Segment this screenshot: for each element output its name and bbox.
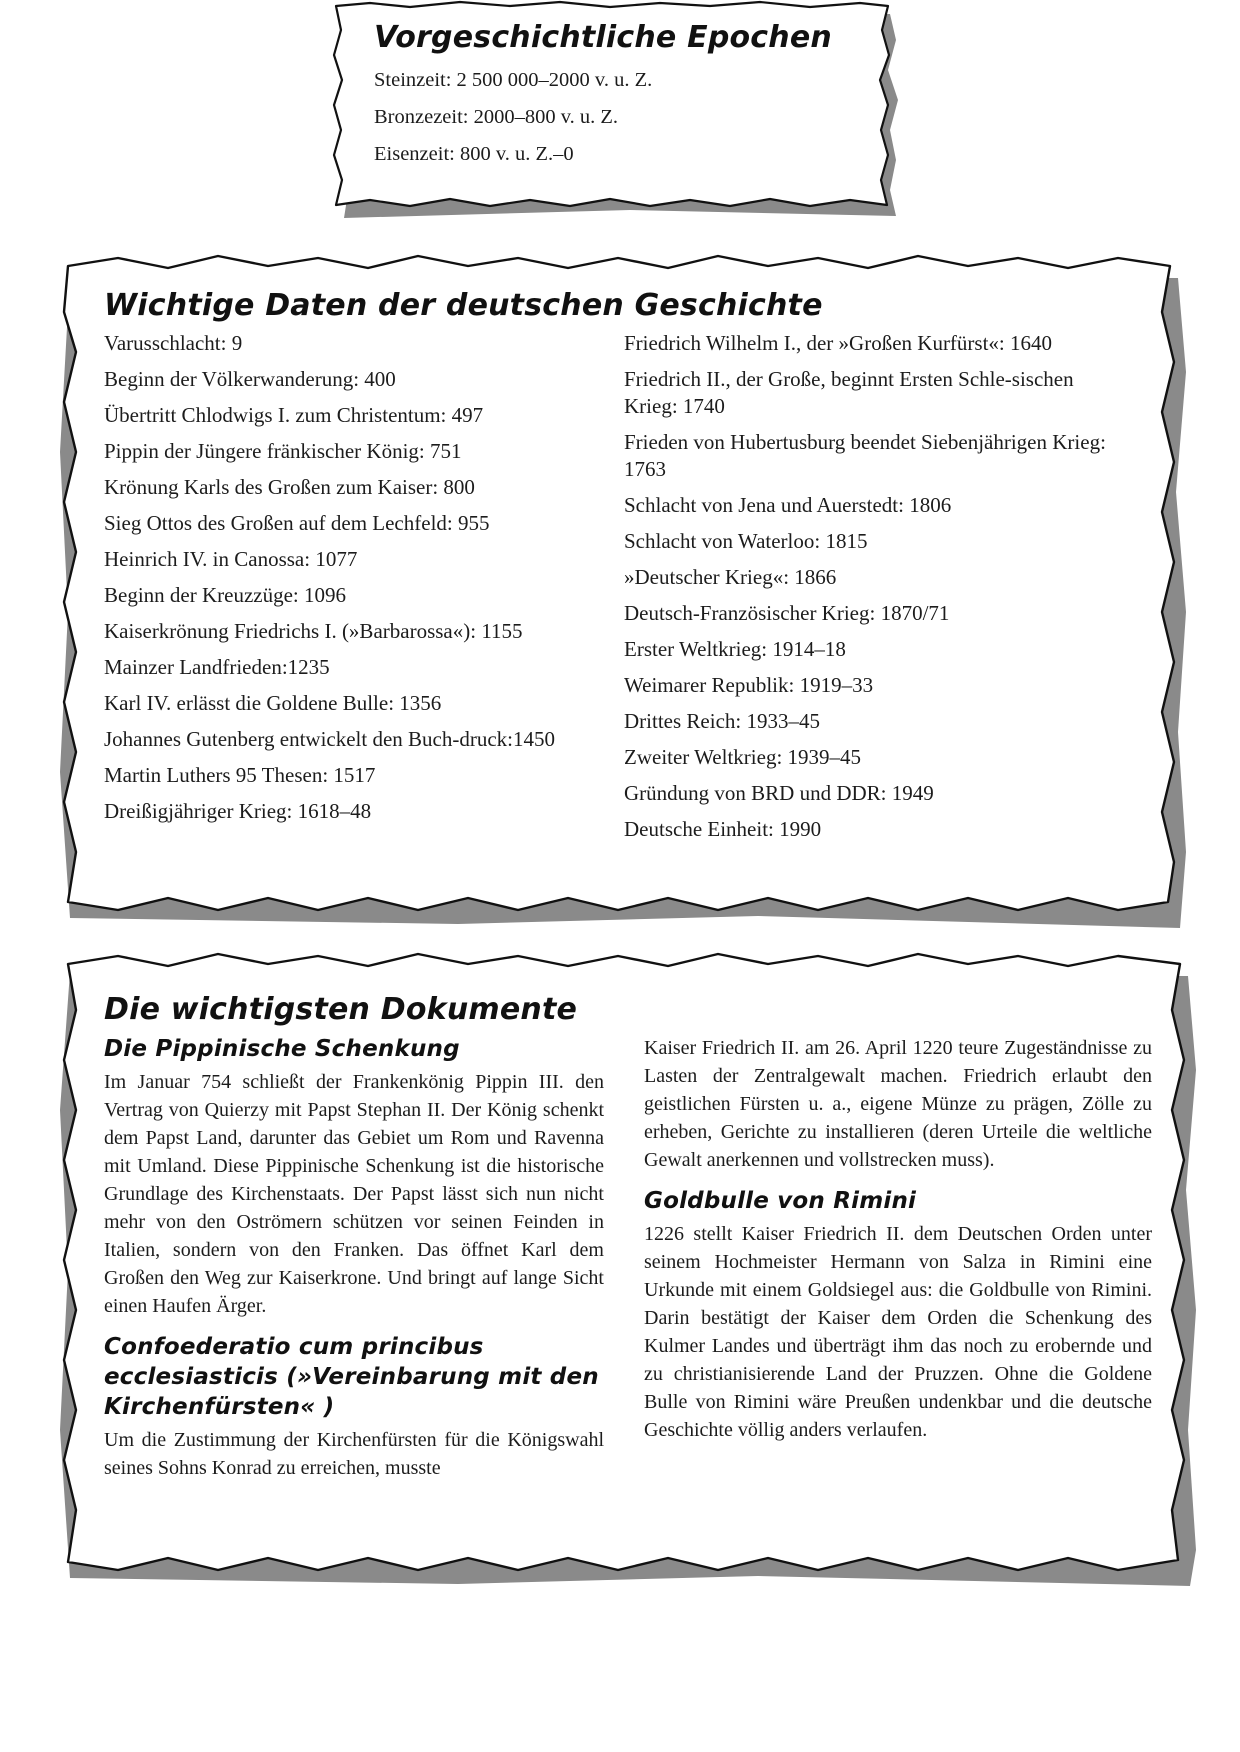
- pippin-text: Im Januar 754 schließt der Frankenkönig Pippin III. den Vertrag von Quierzy mit Papst Stephan II. Der König schenkt dem Papst Land, darunter das Gebiet um Rom und Ravenna mit Umland. Diese Pippinische Schenkung ist die historische Grundlage des Kirchenstaats. Der Papst lässt sich nun nicht mehr von den Oströmern schützen vor seinen Feinden in Italien, sondern von den Franken. Das öffnet Karl dem Großen den Weg zur Kaiserkrone. Und bringt auf lange Sicht einen Haufen Ärger.: [104, 1071, 604, 1317]
- date-item: Friedrich II., der Große, beginnt Ersten Schle-sischen Krieg: 1740: [624, 367, 1074, 418]
- date-item: Varusschlacht: 9: [104, 331, 243, 355]
- epochs-box: [330, 0, 900, 222]
- date-item: Zweiter Weltkrieg: 1939–45: [624, 745, 862, 769]
- date-item: Martin Luthers 95 Thesen: 1517: [104, 763, 376, 787]
- date-item: Weimarer Republik: 1919–33: [624, 673, 874, 697]
- date-item: Deutsch-Französischer Krieg: 1870/71: [624, 601, 950, 625]
- date-item: Johannes Gutenberg entwickelt den Buch-druck:1450: [104, 727, 555, 751]
- documents-box: [58, 950, 1198, 1590]
- date-item: Erster Weltkrieg: 1914–18: [624, 637, 846, 661]
- epochs-title: Vorgeschichtliche Epochen: [374, 20, 832, 55]
- epoch-line-iron-age: Eisenzeit: 800 v. u. Z.–0: [374, 143, 574, 165]
- documents-left-column: [104, 1034, 604, 1482]
- confoederatio-heading: Confoederatio cum princibus ecclesiasticis (»Vereinbarung mit den Kirchenfürsten« ): [104, 1334, 599, 1420]
- confoederatio-text-continued: Kaiser Friedrich II. am 26. April 1220 teure Zugeständnisse zu Lasten der Zentralgewalt machen. Friedrich erlaubt den geistlichen Fürsten u. a., eigene Münze zu prägen, Zölle zu erheben, Gerichte zu installieren (deren Urteile die weltliche Gewalt anerkennen und vollstrecken muss).: [644, 1037, 1152, 1171]
- date-item: Kaiserkrönung Friedrichs I. (»Barbarossa«): 1155: [104, 619, 523, 643]
- date-item: Karl IV. erlässt die Goldene Bulle: 1356: [104, 691, 442, 715]
- date-item: Pippin der Jüngere fränkischer König: 751: [104, 439, 462, 463]
- date-item: Schlacht von Waterloo: 1815: [624, 529, 868, 553]
- documents-title: Die wichtigsten Dokumente: [104, 992, 578, 1027]
- dates-box: [58, 252, 1188, 932]
- epoch-line-stone-age: Steinzeit: 2 500 000–2000 v. u. Z.: [374, 69, 653, 91]
- date-item: Friedrich Wilhelm I., der »Großen Kurfürst«: 1640: [624, 331, 1053, 355]
- rimini-text: 1226 stellt Kaiser Friedrich II. dem Deutschen Orden unter seinem Hochmeister Hermann von Salza in Rimini eine Urkunde mit einem Goldsiegel aus: die Goldbulle von Rimini. Darin bestätigt der Kaiser dem Orden die Schenkung des Kulmer Landes und überträgt ihm das noch zu erobernde und zu christianisierende Land der Pruzzen. Ohne die Goldene Bulle von Rimini wäre Preußen undenkbar und die deutsche Geschichte völlig anders verlaufen.: [644, 1223, 1152, 1441]
- date-item: Beginn der Völkerwanderung: 400: [104, 367, 396, 391]
- rimini-heading: Goldbulle von Rimini: [644, 1188, 917, 1214]
- dates-title: Wichtige Daten der deutschen Geschichte: [104, 288, 823, 323]
- date-item: Sieg Ottos des Großen auf dem Lechfeld: 955: [104, 511, 490, 535]
- date-item: »Deutscher Krieg«: 1866: [624, 565, 837, 589]
- dates-right-column: [624, 330, 1124, 852]
- date-item: Schlacht von Jena und Auerstedt: 1806: [624, 493, 952, 517]
- epoch-line-bronze-age: Bronzezeit: 2000–800 v. u. Z.: [374, 106, 619, 128]
- date-item: Drittes Reich: 1933–45: [624, 709, 820, 733]
- pippin-heading: Die Pippinische Schenkung: [104, 1036, 460, 1062]
- date-item: Mainzer Landfrieden:1235: [104, 655, 330, 679]
- confoederatio-text-start: Um die Zustimmung der Kirchenfürsten für die Königswahl seines Sohns Konrad zu erreichen, musste: [104, 1429, 604, 1479]
- date-item: Dreißigjähriger Krieg: 1618–48: [104, 799, 372, 823]
- date-item: Übertritt Chlodwigs I. zum Christentum: 497: [104, 403, 484, 427]
- date-item: Krönung Karls des Großen zum Kaiser: 800: [104, 475, 475, 499]
- date-item: Frieden von Hubertusburg beendet Siebenjährigen Krieg: 1763: [624, 430, 1106, 481]
- date-item: Heinrich IV. in Canossa: 1077: [104, 547, 358, 571]
- date-item: Beginn der Kreuzzüge: 1096: [104, 583, 347, 607]
- dates-left-column: [104, 330, 584, 852]
- documents-right-column: [644, 1034, 1152, 1482]
- date-item: Gründung von BRD und DDR: 1949: [624, 781, 934, 805]
- date-item: Deutsche Einheit: 1990: [624, 817, 822, 841]
